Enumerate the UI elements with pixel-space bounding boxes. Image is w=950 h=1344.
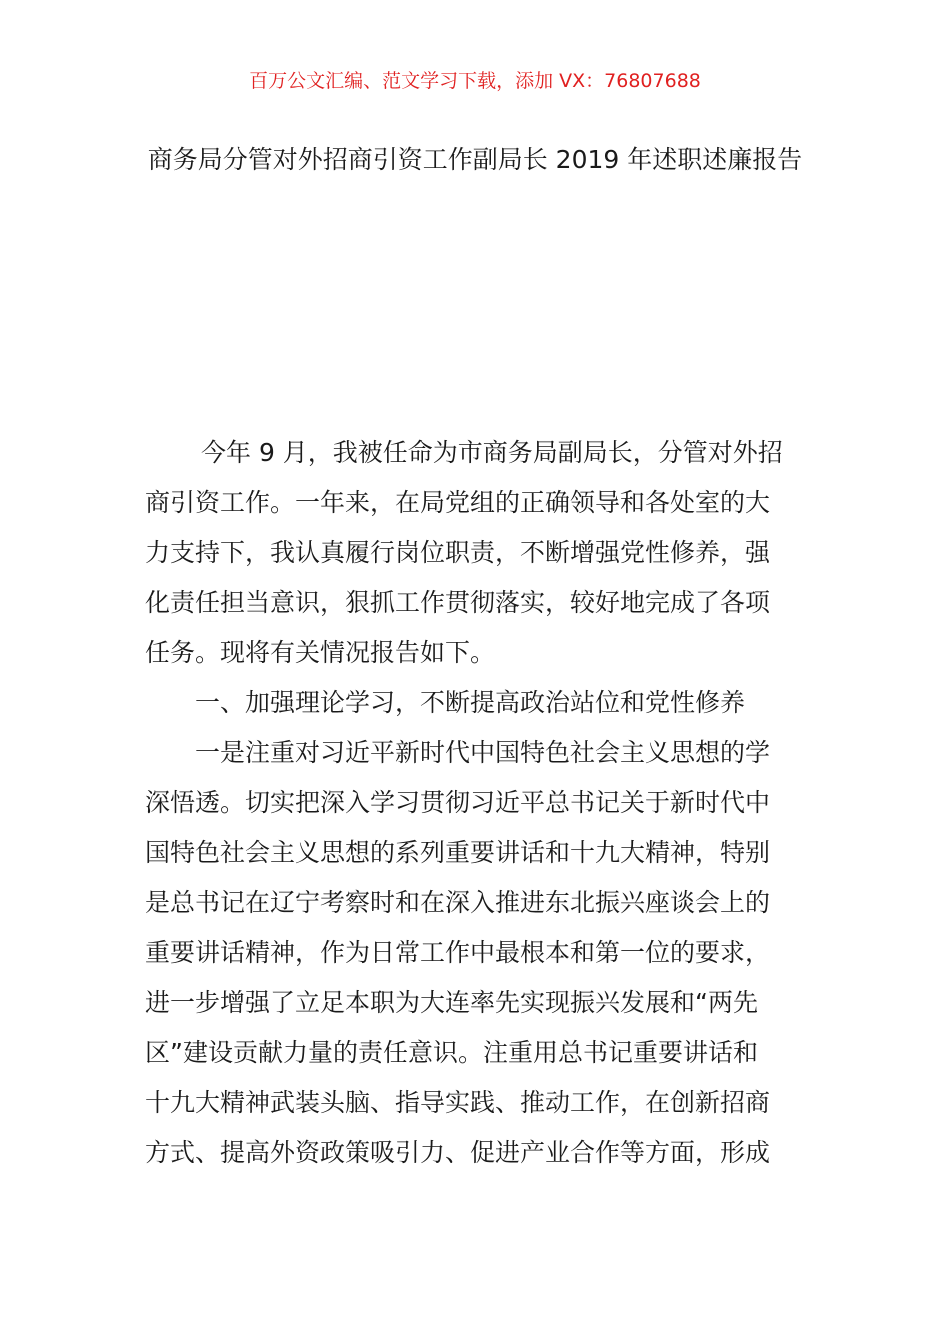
paragraph-line: 国特色社会主义思想的系列重要讲话和十九大精神，特别 [145,838,771,867]
section-heading: 一、加强理论学习，不断提高政治站位和党性修养 [195,688,746,717]
paragraph-line: 区”建设贡献力量的责任意识。注重用总书记重要讲话和 [145,1038,758,1067]
paragraph-line: 化责任担当意识，狠抓工作贯彻落实，较好地完成了各项 [145,588,771,617]
paragraph-line: 十九大精神武装头脑、指导实践、推动工作，在创新招商 [145,1088,771,1117]
paragraph-line: 力支持下，我认真履行岗位职责，不断增强党性修养，强 [145,538,771,567]
paragraph-line: 一是注重对习近平新时代中国特色社会主义思想的学 [195,738,771,767]
document-body [145,428,795,1178]
paragraph-line: 商引资工作。一年来，在局党组的正确领导和各处室的大 [145,488,771,517]
document-title: 商务局分管对外招商引资工作副局长 2019 年述职述廉报告 [147,145,803,174]
header-banner: 百万公文汇编、范文学习下载，添加 VX：76807688 [249,70,701,92]
paragraph-line: 今年 9 月，我被任命为市商务局副局长，分管对外招 [201,438,783,467]
paragraph-line: 是总书记在辽宁考察时和在深入推进东北振兴座谈会上的 [145,888,771,917]
paragraph-line: 深悟透。切实把深入学习贯彻习近平总书记关于新时代中 [145,788,771,817]
paragraph-line: 任务。现将有关情况报告如下。 [145,638,496,667]
paragraph-line: 方式、提高外资政策吸引力、促进产业合作等方面，形成 [145,1138,771,1167]
paragraph-line: 进一步增强了立足本职为大连率先实现振兴发展和“两先 [145,988,758,1017]
paragraph-line: 重要讲话精神，作为日常工作中最根本和第一位的要求， [145,938,771,967]
